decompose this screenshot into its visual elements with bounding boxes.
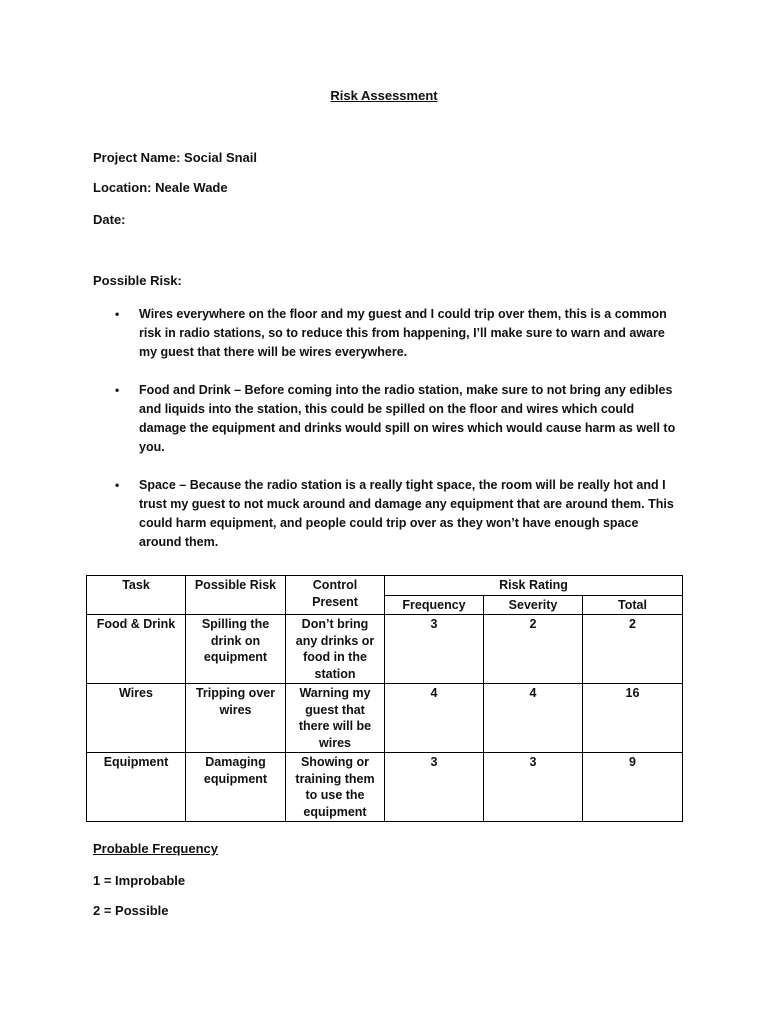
risk-item-text: Food and Drink – Before coming into the radio station, make sure to not bring any edibles and liquids into the station, this could be spilled on the floor and wires which could damage the equipment and drinks would spill on wires which would cause harm as well to you. — [139, 383, 676, 454]
date-field: Date: — [93, 212, 126, 227]
header-task: Task — [87, 576, 186, 615]
cell-severity: 2 — [484, 615, 583, 684]
cell-severity: 4 — [484, 684, 583, 753]
cell-control: Don’t bring any drinks or food in the station — [286, 615, 385, 684]
location-field: Location: Neale Wade — [93, 180, 228, 195]
cell-frequency: 3 — [385, 753, 484, 822]
cell-risk: Spilling the drink on equipment — [186, 615, 286, 684]
table-row — [87, 684, 683, 753]
header-risk-rating: Risk Rating — [385, 576, 683, 596]
header-total: Total — [583, 595, 683, 615]
risk-table — [86, 575, 683, 822]
legend-item: 1 = Improbable — [93, 873, 186, 888]
cell-control: Warning my guest that there will be wires — [286, 684, 385, 753]
header-frequency: Frequency — [385, 595, 484, 615]
header-severity: Severity — [484, 595, 583, 615]
cell-risk: Damaging equipment — [186, 753, 286, 822]
table-row — [87, 615, 683, 684]
risk-list — [93, 305, 683, 571]
probable-frequency-heading: Probable Frequency — [93, 841, 218, 856]
cell-task: Equipment — [87, 753, 186, 822]
project-name-field: Project Name: Social Snail — [93, 150, 258, 165]
cell-frequency: 4 — [385, 684, 484, 753]
header-control-present: Control Present — [286, 576, 385, 615]
cell-severity: 3 — [484, 753, 583, 822]
cell-frequency: 3 — [385, 615, 484, 684]
cell-total: 2 — [583, 615, 683, 684]
risk-item-text: Wires everywhere on the floor and my guest and I could trip over them, this is a common risk in radio stations, so to reduce this from happening, I’ll make sure to warn and aware my guest that there will be wires everywhere. — [139, 307, 667, 359]
bullet-icon: • — [115, 478, 120, 492]
table-header-row — [87, 576, 683, 596]
bullet-icon: • — [115, 383, 120, 397]
cell-total: 9 — [583, 753, 683, 822]
legend-item: 2 = Possible — [93, 903, 169, 918]
risk-item-text: Space – Because the radio station is a really tight space, the room will be really hot and I trust my guest to not muck around and damage any equipment that are around them. This could harm equipment, and people could trip over as they won’t have enough space around them. — [139, 478, 674, 549]
cell-task: Wires — [87, 684, 186, 753]
cell-total: 16 — [583, 684, 683, 753]
table-row — [87, 753, 683, 822]
document-title: Risk Assessment — [330, 88, 438, 103]
bullet-icon: • — [115, 307, 120, 321]
risk-item — [93, 476, 683, 552]
cell-risk: Tripping over wires — [186, 684, 286, 753]
risk-item — [93, 305, 683, 362]
possible-risk-heading: Possible Risk: — [93, 273, 182, 288]
cell-control: Showing or training them to use the equipment — [286, 753, 385, 822]
risk-item — [93, 381, 683, 457]
header-possible-risk: Possible Risk — [186, 576, 286, 615]
cell-task: Food & Drink — [87, 615, 186, 684]
